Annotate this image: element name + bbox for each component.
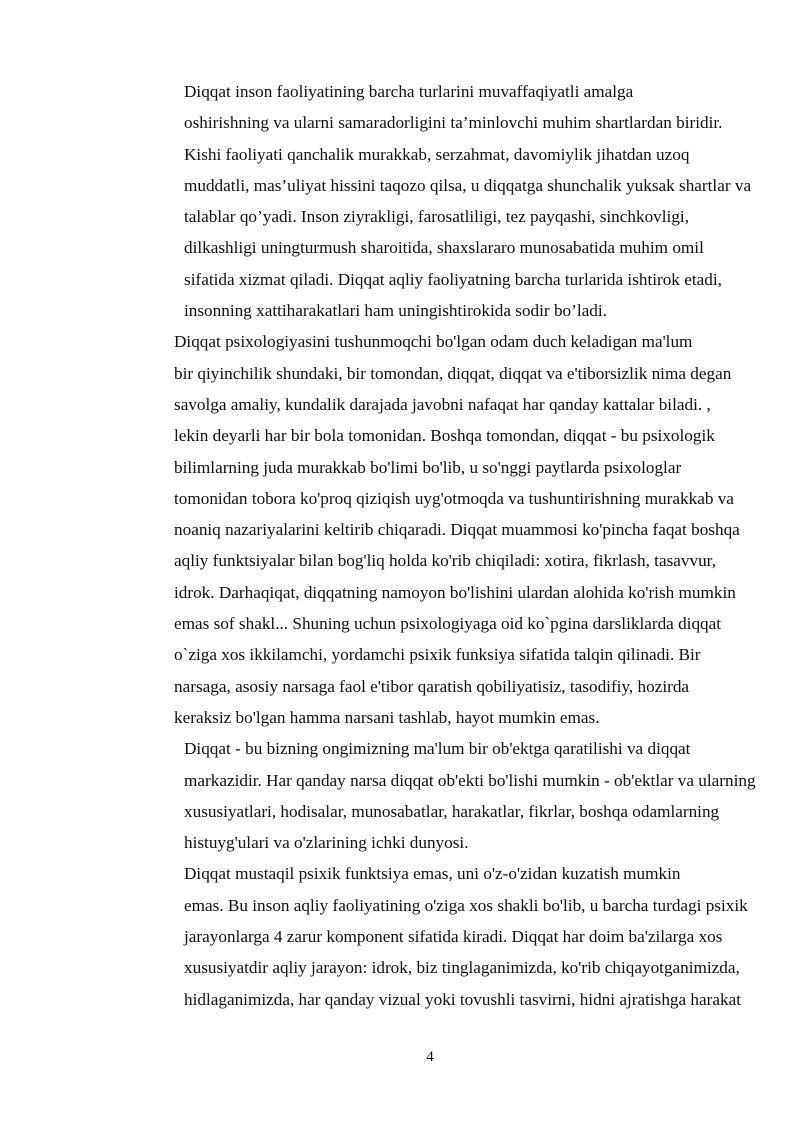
text-line: idrok. Darhaqiqat, diqqatning namoyon bo'lishini ulardan alohida ko'rish mumkin bbox=[174, 582, 736, 602]
text-line: Diqqat psixologiyasini tushunmoqchi bo'lgan odam duch keladigan ma'lum bbox=[174, 332, 693, 352]
text-line: o`ziga xos ikkilamchi, yordamchi psixik funksiya sifatida talqin qilinadi. Bir bbox=[174, 645, 701, 665]
text-line: markazidir. Har qanday narsa diqqat ob'ekti bo'lishi mumkin - ob'ektlar va ularning bbox=[184, 770, 756, 790]
text-line: keraksiz bo'lgan hamma narsani tashlab, hayot mumkin emas. bbox=[174, 707, 600, 727]
text-line: muddatli, mas’uliyat hissini taqozo qilsa, u diqqatga shunchalik yuksak shartlar va bbox=[184, 175, 752, 195]
text-line: emas sof shakl... Shuning uchun psixologiyaga oid ko`pgina darsliklarda diqqat bbox=[174, 614, 722, 634]
text-line: Diqqat inson faoliyatining barcha turlarini muvaffaqiyatli amalga bbox=[184, 82, 634, 101]
text-line: lekin deyarli har bir bola tomonidan. Boshqa tomondan, diqqat - bu psixologik bbox=[174, 426, 715, 446]
text-line: emas. Bu inson aqliy faoliyatining o'ziga xos shakli bo'lib, u barcha turdagi psixik bbox=[184, 895, 748, 915]
text-line: narsaga, asosiy narsaga faol e'tibor qaratish qobiliyatisiz, tasodifiy, hozirda bbox=[174, 676, 690, 696]
text-line: xususiyatdir aqliy jarayon: idrok, biz tinglaganimizda, ko'rib chiqayotganimizda, bbox=[184, 958, 740, 978]
text-line: bilimlarning juda murakkab bo'limi bo'lib, u so'nggi paytlarda psixologlar bbox=[174, 457, 682, 477]
page-number: 4 bbox=[426, 1049, 434, 1065]
paragraph-3 bbox=[117, 733, 756, 858]
text-line: bir qiyinchilik shundaki, bir tomondan, diqqat, diqqat va e'tiborsizlik nima degan bbox=[174, 363, 732, 383]
paragraph-2 bbox=[117, 326, 740, 733]
text-line: hidlaganimizda, har qanday vizual yoki tovushli tasvirni, hidni ajratishga harakat bbox=[184, 989, 742, 1009]
paragraph-1 bbox=[117, 76, 752, 326]
text-line: aqliy funktsiyalar bilan bog'liq holda ko'rib chiqiladi: xotira, fikrlash, tasavvur, bbox=[174, 551, 717, 571]
text-line: Diqqat - bu bizning ongimizning ma'lum bir ob'ektga qaratilishi va diqqat bbox=[184, 739, 691, 759]
text-line: noaniq nazariyalarini keltirib chiqaradi. Diqqat muammosi ko'pincha faqat boshqa bbox=[174, 520, 740, 540]
text-line: xususiyatlari, hodisalar, munosabatlar, harakatlar, fikrlar, boshqa odamlarning bbox=[184, 801, 720, 821]
paragraph-4 bbox=[117, 858, 748, 1014]
text-line: insonning xattiharakatlari ham uningishtirokida sodir bo’ladi. bbox=[184, 301, 607, 321]
text-line: talablar qo’yadi. Inson ziyrakligi, farosatliligi, tez payqashi, sinchkovligi, bbox=[184, 207, 689, 227]
text-line: Kishi faoliyati qanchalik murakkab, serzahmat, davomiylik jihatdan uzoq bbox=[184, 144, 690, 164]
text-line: Diqqat mustaqil psixik funktsiya emas, uni o'z-o'zidan kuzatish mumkin bbox=[184, 864, 681, 884]
text-line: savolga amaliy, kundalik darajada javobni nafaqat har qanday kattalar biladi. , bbox=[174, 394, 711, 414]
text-line: dilkashligi uningturmush sharoitida, shaxslararo munosabatida muhim omil bbox=[184, 238, 704, 258]
text-line: tomonidan tobora ko'proq qiziqish uyg'otmoqda va tushuntirishning murakkab va bbox=[174, 488, 734, 508]
text-line: oshirishning va ularni samaradorligini ta’minlovchi muhim shartlardan biridir. bbox=[184, 113, 723, 133]
text-line: jarayonlarga 4 zarur komponent sifatida kiradi. Diqqat har doim ba'zilarga xos bbox=[184, 927, 723, 947]
document-body bbox=[117, 76, 756, 1015]
text-line: sifatida xizmat qiladi. Diqqat aqliy faoliyatning barcha turlarida ishtirok etadi, bbox=[184, 269, 722, 289]
text-line: histuyg'ulari va o'zlarining ichki dunyosi. bbox=[184, 833, 469, 853]
